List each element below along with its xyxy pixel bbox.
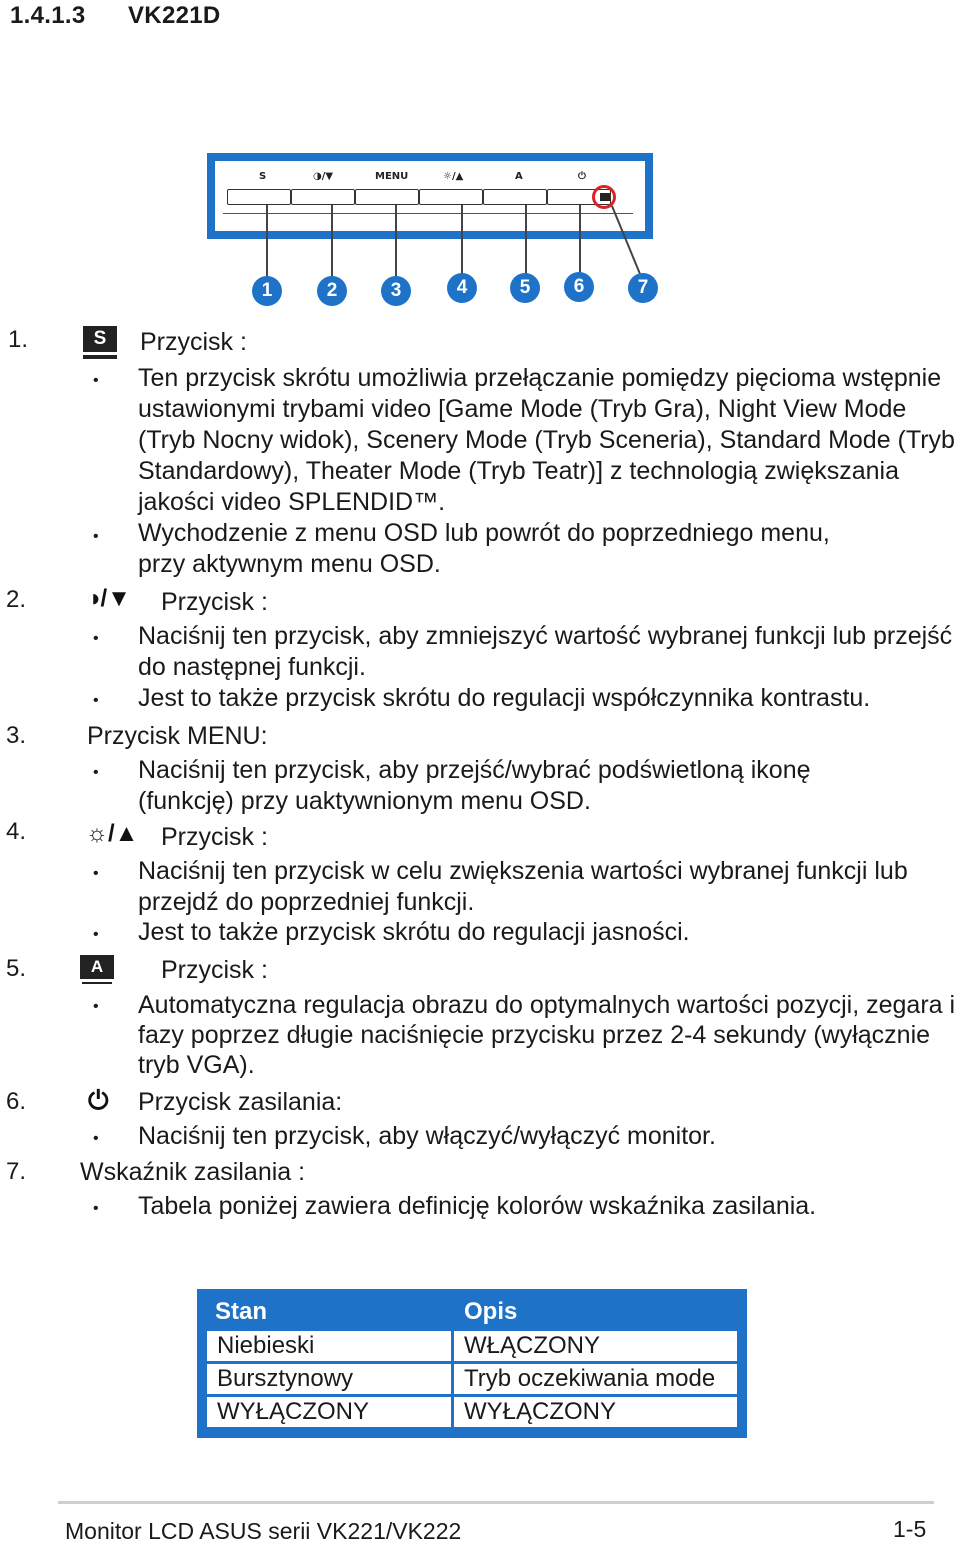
table-cell: Tryb oczekiwania mode xyxy=(454,1364,737,1394)
item-1-title: Przycisk : xyxy=(140,328,247,356)
splendid-icon: S xyxy=(83,326,117,355)
item-1-para-2: Wychodzenie z menu OSD lub powrót do poprzedniego menu, przy aktywnym menu OSD. xyxy=(138,519,830,578)
callout-2: 2 xyxy=(317,276,347,306)
callout-1: 1 xyxy=(252,276,282,306)
item-4-number: 4. xyxy=(6,818,27,845)
footer-title: Monitor LCD ASUS serii VK221/VK222 xyxy=(65,1518,462,1544)
item-3-number: 3. xyxy=(6,722,27,749)
contrast-down-icon: ◑/▼ xyxy=(86,585,131,612)
section-number: 1.4.1.3 xyxy=(10,2,86,29)
callout-4: 4 xyxy=(447,273,477,303)
bullet-icon: • xyxy=(93,998,99,1015)
item-7-para-1: Tabela poniżej zawiera definicję kolorów wskaźnika zasilania. xyxy=(138,1192,817,1220)
callout-3: 3 xyxy=(381,276,411,306)
bullet-icon: • xyxy=(93,1130,99,1147)
bullet-icon: • xyxy=(93,630,99,647)
item-4-para-1: Naciśnij ten przycisk w celu zwiększenia wartości wybranej funkcji lub przejdź do poprzedniej funkcji. xyxy=(138,857,908,916)
bullet-icon: • xyxy=(93,926,99,943)
bullet-icon: • xyxy=(93,865,99,882)
table-cell: WYŁĄCZONY xyxy=(454,1397,737,1427)
power-indicator-table xyxy=(197,1289,747,1438)
item-1-number: 1. xyxy=(8,326,29,353)
splendid-button-label: S xyxy=(259,171,267,182)
footer-divider xyxy=(58,1501,934,1504)
callout-5: 5 xyxy=(510,273,540,303)
callout-6: 6 xyxy=(564,272,594,302)
auto-adjust-icon: A xyxy=(80,955,114,979)
power-icon: ⏻ xyxy=(88,1085,109,1115)
callout-7: 7 xyxy=(628,273,658,303)
item-2-title: Przycisk : xyxy=(161,588,268,616)
item-7-title: Wskaźnik zasilania : xyxy=(80,1158,306,1186)
table-cell: Niebieski xyxy=(207,1331,451,1361)
item-4-para-2: Jest to także przycisk skrótu do regulacji jasności. xyxy=(138,918,690,946)
item-5-title: Przycisk : xyxy=(161,956,268,984)
table-header-opis: Opis xyxy=(464,1298,518,1325)
brightness-button-label: ☼/▲ xyxy=(443,171,464,182)
item-6-number: 6. xyxy=(6,1088,27,1115)
item-4-title: Przycisk : xyxy=(161,823,268,851)
table-header-stan: Stan xyxy=(215,1298,268,1325)
contrast-button-label: ◑/▼ xyxy=(313,171,334,182)
section-title: VK221D xyxy=(128,2,221,29)
bullet-icon: • xyxy=(93,1200,99,1217)
item-2-para-1: Naciśnij ten przycisk, aby zmniejszyć wartość wybranej funkcji lub przejść do następnej funkcji. xyxy=(138,622,953,681)
section-heading xyxy=(10,2,221,30)
item-1-para-1: Ten przycisk skrótu umożliwia przełączanie pomiędzy pięcioma wstępnie ustawionymi trybami video [Game Mode (Tryb Gra), Night View Mode (Tryb Nocny widok), Scenery Mode (Tryb Sceneria), Standard Mode (Tryb Standardowy), Theater Mode (Tryb Teatr)] z technologią zwiększania jakości video SPLENDID™. xyxy=(138,364,955,516)
bullet-icon: • xyxy=(93,764,99,781)
item-6-para-1: Naciśnij ten przycisk, aby włączyć/wyłączyć monitor. xyxy=(138,1122,716,1150)
item-3-title: Przycisk MENU: xyxy=(87,722,268,750)
page-number: 1-5 xyxy=(893,1516,927,1542)
item-5-para-1: Automatyczna regulacja obrazu do optymalnych wartości pozycji, zegara i fazy poprzez długie naciśnięcie przycisku przez 2-4 sekundy (wyłącznie tryb VGA). xyxy=(138,991,956,1079)
table-cell: WŁĄCZONY xyxy=(454,1331,737,1361)
bullet-icon: • xyxy=(93,528,99,545)
item-6-title: Przycisk zasilania: xyxy=(138,1088,343,1116)
item-3-para-1: Naciśnij ten przycisk, aby przejść/wybrać podświetloną ikonę (funkcję) przy uaktywnionym menu OSD. xyxy=(138,756,811,815)
bullet-icon: • xyxy=(93,372,99,389)
item-2-number: 2. xyxy=(6,586,27,613)
menu-button-label: MENU xyxy=(375,171,409,182)
bullet-icon: • xyxy=(93,692,99,709)
brightness-up-icon: ☼/▲ xyxy=(86,820,139,847)
item-5-number: 5. xyxy=(6,955,27,982)
item-2-para-2: Jest to także przycisk skrótu do regulacji współczynnika kontrastu. xyxy=(138,684,871,712)
auto-button-label: A xyxy=(515,171,523,182)
table-cell: Bursztynowy xyxy=(207,1364,451,1394)
power-button-label: ⏻ xyxy=(578,171,586,182)
item-7-number: 7. xyxy=(6,1158,27,1185)
table-cell: WYŁĄCZONY xyxy=(207,1397,451,1427)
